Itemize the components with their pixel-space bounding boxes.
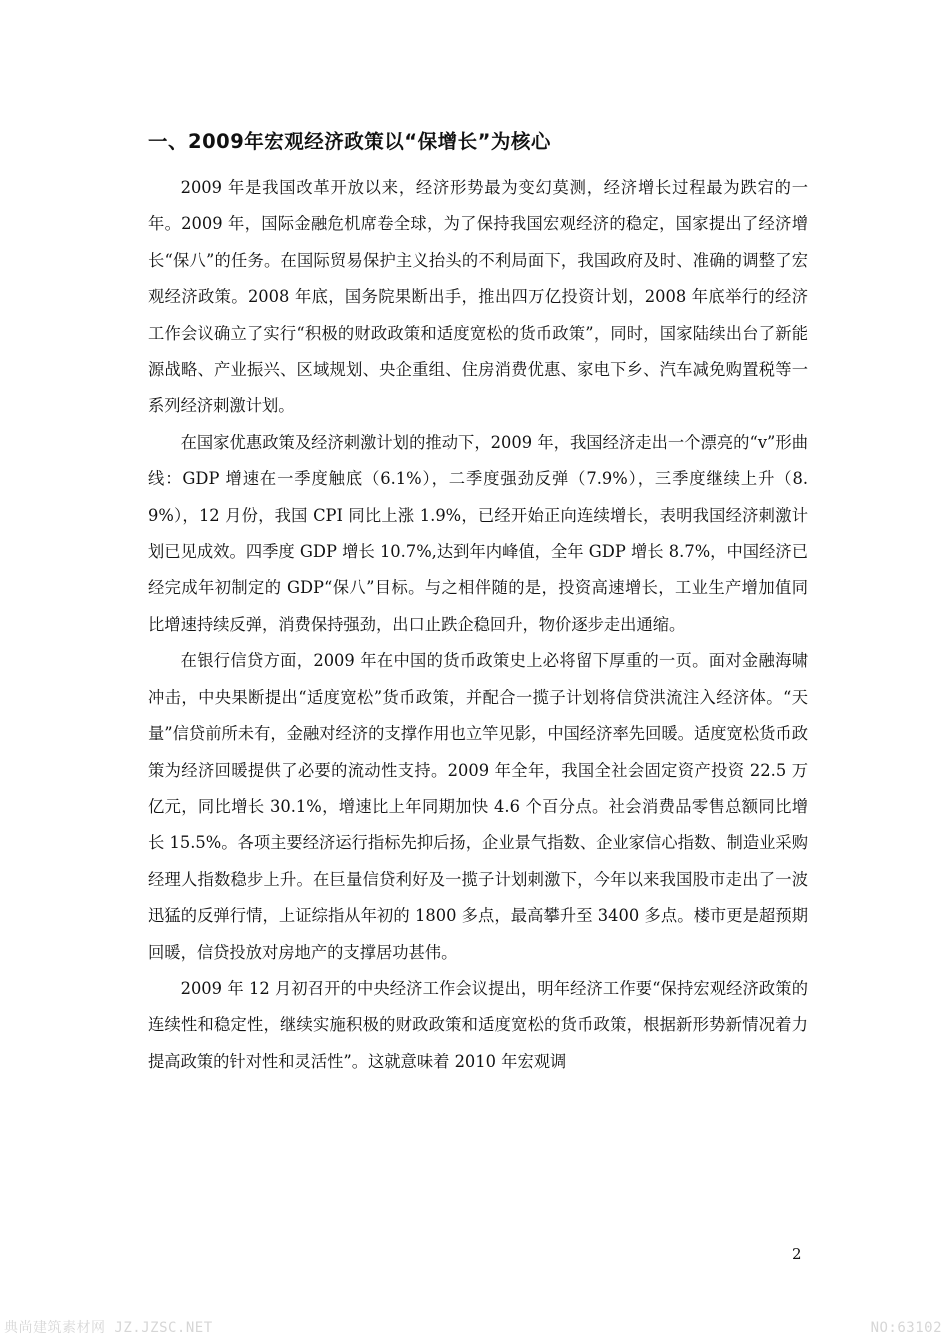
section-heading: 一、2009年宏观经济政策以“保增长”为核心 — [148, 130, 551, 153]
paragraph: 在银行信贷方面，2009 年在中国的货币政策史上必将留下厚重的一页。面对金融海啸冲击，中央果断提出“适度宽松”货币政策，并配合一揽子计划将信贷洪流注入经济体。“天量”信贷前所未有，金融对经济的支撑作用也立竿见影，中国经济率先回暖。适度宽松货币政策为经济回暖提供了必要的流动性支持。2009 年全年，我国全社会固定资产投资 22.5 万亿元，同比增长 30.1%，增速比上年同期加快 4.6 个百分点。社会消费品零售总额同比增长 15.5%。各项主要经济运行指标先抑后扬，企业景气指数、企业家信心指数、制造业采购经理人指数稳步上升。在巨量信贷利好及一揽子计划刺激下，今年以来我国股市走出了一波迅猛的反弹行情，上证综指从年初的 1800 多点，最高攀升至 3400 多点。楼市更是超预期回暖，信贷投放对房地产的支撑居功甚伟。 — [148, 651, 808, 962]
watermark-left: 典尚建筑素材网 JZ.JZSC.NET — [4, 1320, 213, 1336]
paragraph: 在国家优惠政策及经济刺激计划的推动下，2009 年，我国经济走出一个漂亮的“v”形曲线：GDP 增速在一季度触底（6.1%），二季度强劲反弹（7.9%），三季度继续上升（8.9%），12 月份，我国 CPI 同比上涨 1.9%，已经开始正向连续增长，表明我国经济刺激计划已见成效。四季度 GDP 增长 10.7%,达到年内峰值，全年 GDP 增长 8.7%，中国经济已经完成年初制定的 GDP“保八”目标。与之相伴随的是，投资高速增长，工业生产增加值同比增速持续反弹，消费保持强劲，出口止跌企稳回升，物价逐步走出通缩。 — [148, 432, 808, 634]
body-text — [148, 170, 808, 1080]
paragraph: 2009 年 12 月初召开的中央经济工作会议提出，明年经济工作要“保持宏观经济政策的连续性和稳定性，继续实施积极的财政政策和适度宽松的货币政策，根据新形势新情况着力提高政策的针对性和灵活性”。这就意味着 2010 年宏观调 — [148, 978, 808, 1071]
page-number: 2 — [792, 1245, 802, 1263]
paragraph: 2009 年是我国改革开放以来，经济形势最为变幻莫测，经济增长过程最为跌宕的一年。2009 年，国际金融危机席卷全球，为了保持我国宏观经济的稳定，国家提出了经济增长“保八”的任务。在国际贸易保护主义抬头的不利局面下，我国政府及时、准确的调整了宏观经济政策。2008 年底，国务院果断出手，推出四万亿投资计划，2008 年底举行的经济工作会议确立了实行“积极的财政政策和适度宽松的货币政策”，同时，国家陆续出台了新能源战略、产业振兴、区域规划、央企重组、住房消费优惠、家电下乡、汽车减免购置税等一系列经济刺激计划。 — [148, 178, 808, 416]
watermark-right: NO:63102 — [870, 1320, 942, 1336]
